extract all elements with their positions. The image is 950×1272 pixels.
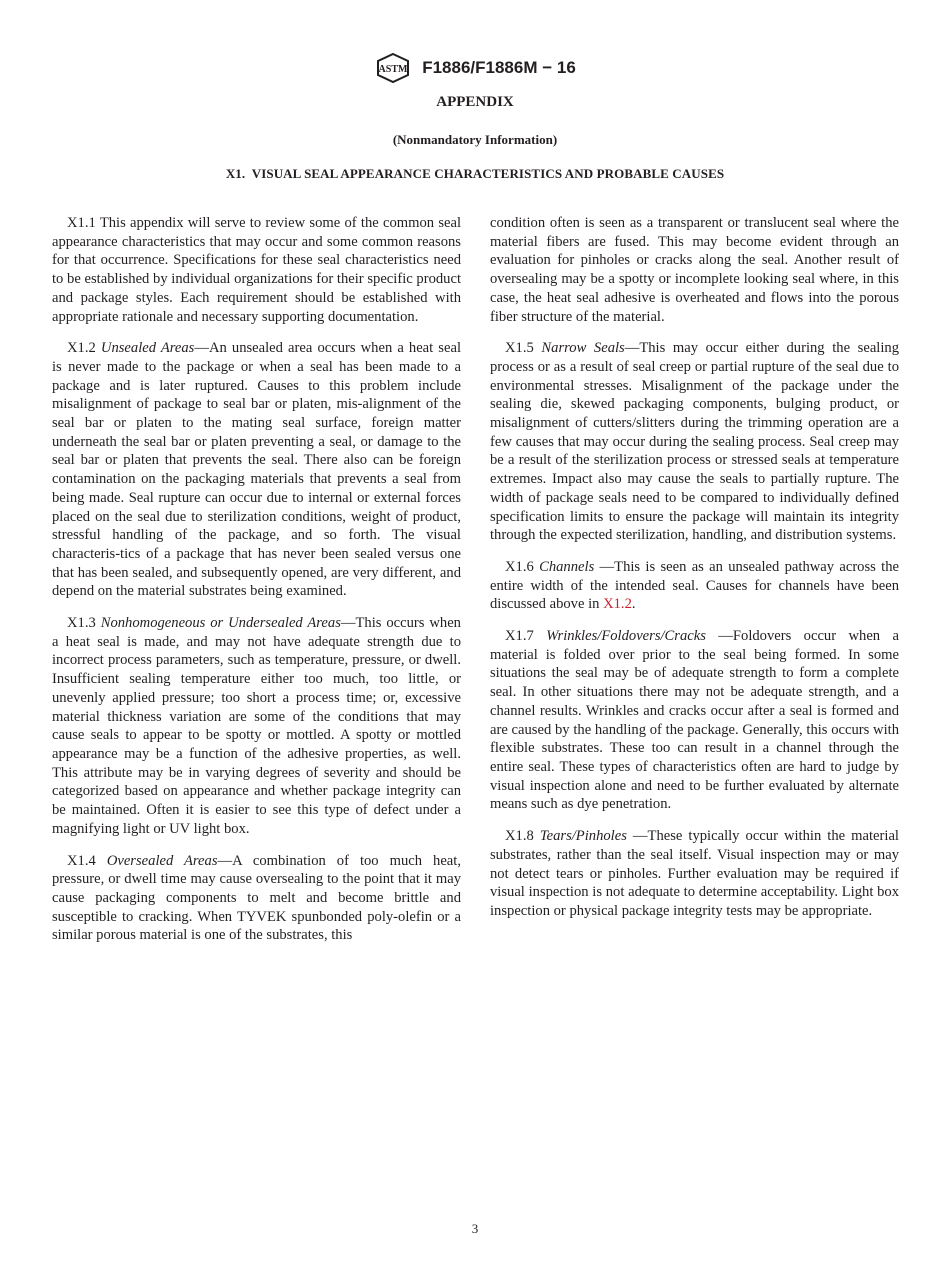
paragraph-x1-7: [490, 627, 899, 814]
paragraph-text: —Foldovers occur when a material is folded over prior to the seal being formed. In some situations the seal may be of adequate strength to form a complete seal. In other situations there may not be adequate strength, and a channel results. Wrinkles and cracks occur after a seal is formed and are caused by the handling of the package. Generally, this occurs with flexible substrates. These too can result in a channel through the entire seal. These types of characteristics often are hard to judge by visual inspection alone and need to be further evaluated by alternate means such as dye penetration.: [490, 628, 899, 813]
paragraph-number: X1.6: [505, 558, 534, 575]
paragraph-number: X1.5: [505, 340, 534, 357]
paragraph-x1-6: [490, 558, 899, 614]
paragraph-number: X1.8: [505, 828, 534, 845]
cross-reference-link[interactable]: X1.2: [603, 596, 632, 613]
paragraph-heading: Nonhomogeneous or Undersealed Areas: [100, 615, 341, 632]
paragraph-x1-4-continued: [490, 214, 899, 326]
section-heading: X1. VISUAL SEAL APPEARANCE CHARACTERISTICS AND PROBABLE CAUSES: [225, 166, 725, 181]
paragraph-text: —This occurs when a heat seal is made, and may not have adequate strength due to incorrect process parameters, such as temperature, pressure, or dwell. Insufficient sealing temperature either too much, too little, or unevenly applied pressure; too short a process time; or, excessive material thickness variation are some of the conditions that may cause seals to appear to be spotty or mottled. A spotty or mottled appearance may be a function of the adhesive properties, as well. This attribute may be in varying degrees of severity and should be categorized based on appearance and whether package integrity can be maintained. Often it is easier to see this type of defect under a magnifying light or UV light box.: [52, 615, 461, 837]
appendix-title: APPENDIX: [436, 94, 514, 110]
paragraph-x1-4: [52, 852, 461, 946]
paragraph-heading: Channels: [539, 558, 595, 575]
paragraph-number: X1.1: [67, 215, 96, 231]
paragraph-number: X1.7: [505, 628, 534, 645]
paragraph-text: —A combination of too much heat, pressure, or dwell time may cause oversealing to the point that it may cause packaging components to melt and become brittle and susceptible to cracking. When TYVEK spunbonded poly-olefin or a similar porous material is one of the substrates, this: [52, 852, 461, 944]
paragraph-x1-2: [52, 339, 461, 601]
nonmandatory-subtitle: (Nonmandatory Information): [392, 132, 558, 147]
paragraph-heading: Narrow Seals: [541, 340, 625, 357]
page-number: 3: [471, 1221, 479, 1236]
standard-designation: F1886/F1886M − 16: [422, 58, 576, 77]
paragraph-text: —This is seen as an unsealed pathway across the entire width of the intended seal. Causes for channels have been discussed above in: [490, 558, 899, 613]
paragraph-text: —This may occur either during the sealing process or as a result of seal creep or partial rupture of the seal due to environmental stresses. Misalignment of the package under the sealing die, skewed packaging components, bulging product, or misalignment of cutters/slitters during the trimming operation are a few causes that may occur during the sealing process. Seal creep may be a result of the sterilization process or stressed seals at temperature extremes. Impact also may cause the seals to partially rupture. The width of package seals need to be compared to individually defined specification limits to ensure the package will maintain its integrity through the expected sterilization, handling, and distribution systems.: [490, 340, 899, 544]
paragraph-text: This appendix will serve to review some of the common seal appearance characteristics that may occur and some common reasons for that occurrence. Specifications for these seal characteristics need to be established by individual organizations for their specific product and package styles. Each requirement should be established with appropriate rationale and necessary supporting documentation.: [52, 215, 462, 325]
paragraph-text: condition often is seen as a transparent or translucent seal where the material fibers are fused. This may become evident through an evaluation for pinholes or cracks along the seal. Another result of oversealing may be a spotty or incomplete looking seal where, in this case, the heat seal adhesive is overheated and flows into the porous fiber structure of the material.: [490, 215, 899, 325]
paragraph-x1-5: [490, 339, 899, 545]
paragraph-text: —These typically occur within the material substrates, rather than the seal itself. Visual inspection may or may not detect tears or pinholes. Further evaluation may be required if visual inspection is not adequate to determine acceptability. Light box inspection or physical package integrity tests may be appropriate.: [490, 828, 899, 919]
paragraph-number: X1.3: [67, 615, 96, 632]
paragraph-heading: Unsealed Areas: [100, 340, 195, 357]
right-column: [490, 214, 899, 934]
svg-text:ASTM: ASTM: [378, 64, 408, 75]
paragraph-heading: Wrinkles/Foldovers/Cracks: [546, 628, 706, 645]
paragraph-tail: .: [631, 596, 636, 613]
paragraph-heading: Tears/Pinholes: [539, 828, 627, 845]
paragraph-text: —An unsealed area occurs when a heat seal is never made to the package or when a seal has been made to a package and is later ruptured. Causes to this problem include misalignment of package to seal bar or platen, mis-alignment of the seal bar or platen to the mating seal surface, foreign matter underneath the seal bar or platen preventing a seal, or damage to the seal bar or platen that prevents the seal. There also can be foreign contamination on the packaging materials that prevents a seal from being made. Seal rupture can occur due to internal or external forces placed on the seal due to sterilization conditions, weight of product, stressful handling of the package, and so forth. The visual characteris-tics of a package that has never been sealed versus one that has been sealed, and subsequently opened, are very different, and depend on the material substrates being examined.: [52, 340, 461, 600]
paragraph-x1-1: [52, 214, 461, 326]
paragraph-number: X1.4: [67, 852, 96, 869]
astm-logo-icon: [374, 52, 412, 84]
paragraph-heading: Oversealed Areas: [106, 852, 218, 869]
paragraph-x1-3: [52, 614, 461, 838]
paragraph-x1-8: [490, 827, 899, 921]
paragraph-number: X1.2: [67, 340, 96, 357]
page-header: [0, 52, 950, 84]
left-column: [52, 214, 461, 958]
